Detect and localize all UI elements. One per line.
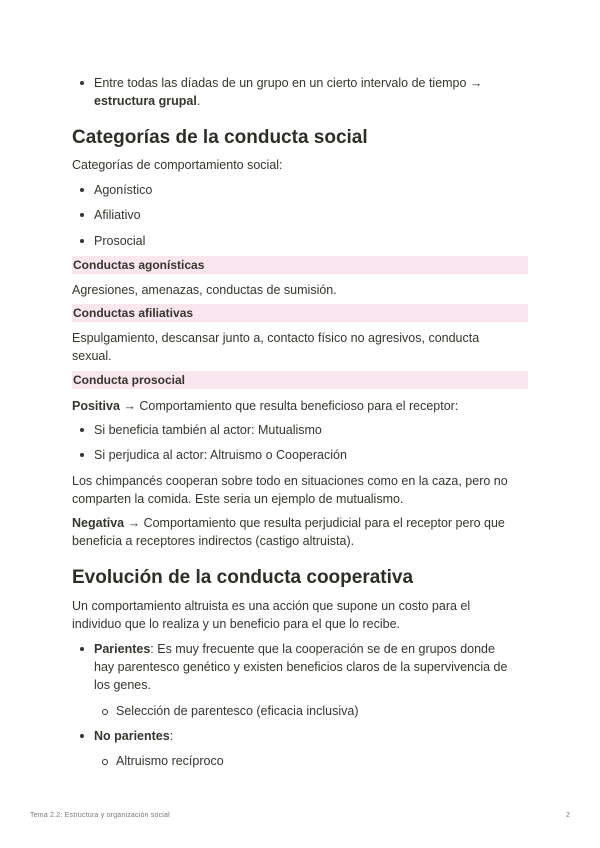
intro-bullet-bold: estructura grupal <box>94 94 197 108</box>
footer-title: Tema 2.2: Estructura y organización social <box>30 812 170 819</box>
chimp-text-line2: comparten la comida. Este seria un ejemplo de mutualismo. <box>72 492 404 506</box>
parientes-line2: hay parentesco genético y existen beneficios claros de la supervivencia de <box>94 660 508 674</box>
list-item: Si perjudica al actor: Altruismo o Cooperación <box>94 448 347 462</box>
section1-lead: Categorías de comportamiento social: <box>72 158 283 172</box>
afiliativas-text-line1: Espulgamiento, descansar junto a, contacto físico no agresivos, conducta <box>72 331 480 345</box>
highlight-heading-afiliativas: Conductas afiliativas <box>72 304 528 322</box>
chimp-text-line1: Los chimpancés cooperan sobre todo en situaciones como en la caza, pero no <box>72 474 508 488</box>
section-heading-categorias: Categorías de la conducta social <box>72 127 368 148</box>
page-number: 2 <box>566 812 571 819</box>
negativa-line <box>72 514 505 532</box>
intro-bullet-tail: . <box>196 94 201 108</box>
negativa-text: → Comportamiento que resulta perjudicial para el receptor pero que <box>127 516 505 530</box>
no-parientes-label: No parientes <box>94 729 170 743</box>
parientes-line3: los genes. <box>94 678 151 692</box>
no-parientes-colon: : <box>169 729 174 743</box>
section-heading-evolucion: Evolución de la conducta cooperativa <box>72 567 414 588</box>
agonisticas-text: Agresiones, amenazas, conductas de sumisión. <box>72 283 337 297</box>
list-item: Prosocial <box>94 234 146 248</box>
list-item: Si beneficia también al actor: Mutualismo <box>94 423 322 437</box>
no-parientes-bullet <box>94 727 173 745</box>
positiva-label: Positiva <box>72 399 120 413</box>
sub-list-item: Altruismo recíproco <box>116 754 224 768</box>
list-item: Agonístico <box>94 183 153 197</box>
highlight-heading-prosocial: Conducta prosocial <box>72 371 528 389</box>
section2-lead-line2: individuo que lo realiza y un beneficio para el que lo recibe. <box>72 617 400 631</box>
negativa-label: Negativa <box>72 516 125 530</box>
intro-bullet-text: Entre todas las díadas de un grupo en un cierto intervalo de tiempo → <box>94 76 483 90</box>
highlight-heading-agonisticas: Conductas agonísticas <box>72 256 528 274</box>
sub-list-item: Selección de parentesco (eficacia inclusiva) <box>116 704 359 718</box>
parientes-label: Parientes <box>94 642 151 656</box>
section2-lead-line1: Un comportamiento altruista es una acción que supone un costo para el <box>72 599 471 613</box>
parientes-line1: : Es muy frecuente que la cooperación se de en grupos donde <box>150 642 495 656</box>
intro-bullet <box>94 74 534 110</box>
parientes-bullet <box>94 640 534 694</box>
list-item: Afiliativo <box>94 208 141 222</box>
positiva-line <box>72 397 458 415</box>
negativa-line2: beneficia a receptores indirectos (castigo altruista). <box>72 534 355 548</box>
positiva-text: → Comportamiento que resulta beneficioso para el receptor: <box>123 399 459 413</box>
afiliativas-text-line2: sexual. <box>72 349 112 363</box>
